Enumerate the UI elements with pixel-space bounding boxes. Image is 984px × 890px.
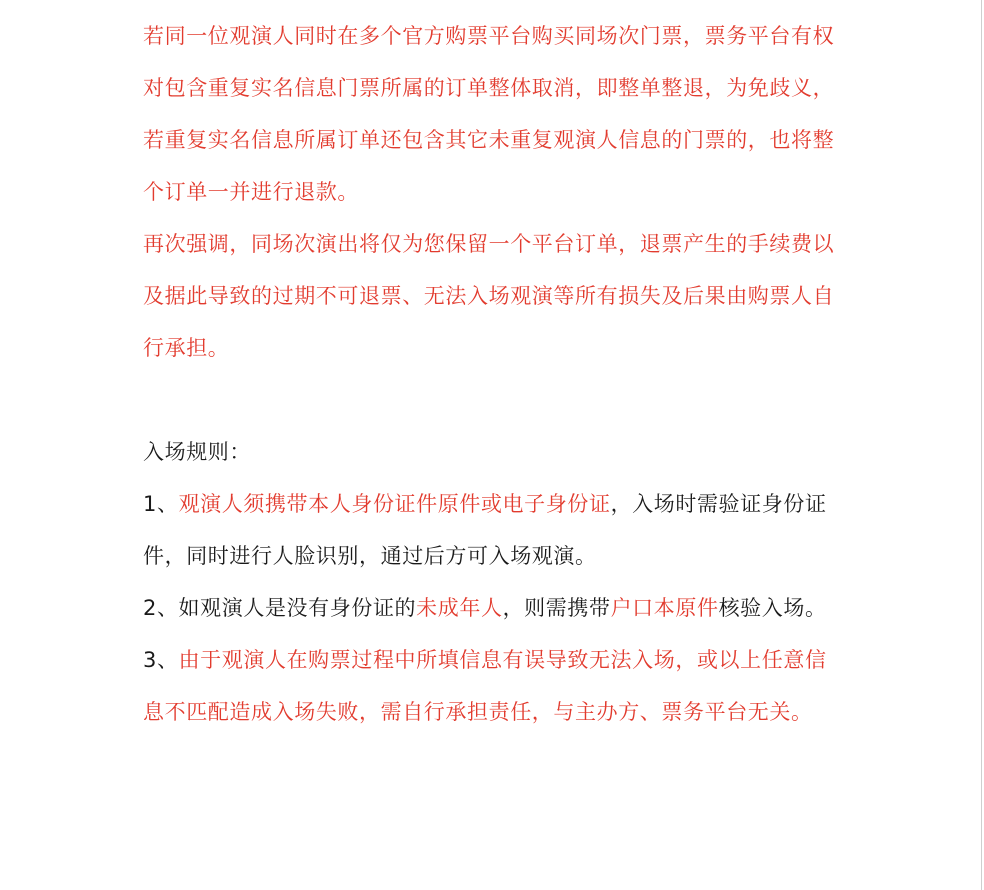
refund-fee-notice: 再次强调，同场次演出将仅为您保留一个平台订单，退票产生的手续费以及据此导致的过期不可退票、无法入场观演等所有损失及后果由购票人自行承担。 — [143, 232, 835, 360]
rule-1-text: ，入场时需验证身份证件，同时进行人脸识别，通过后方可入场观演。 — [143, 492, 827, 568]
rule-3-text: 由于观演人在购票过程中所填信息有误导致无法入场，或以上任意信息不匹配造成入场失败，需自行承担责任，与主办方、票务平台无关。 — [143, 648, 827, 724]
page-edge-divider — [981, 0, 982, 890]
entry-rule-3 — [143, 634, 843, 738]
document-body — [143, 10, 843, 738]
rule-1-number: 1、 — [143, 492, 179, 516]
duplicate-order-notice: 若同一位观演人同时在多个官方购票平台购买同场次门票，票务平台有权对包含重复实名信息门票所属的订单整体取消，即整单整退，为免歧义，若重复实名信息所属订单还包含其它未重复观演人信息的门票的，也将整个订单一并进行退款。 — [143, 24, 835, 204]
section-spacer — [143, 374, 843, 426]
rule-2-text-end: 核验入场。 — [718, 596, 827, 620]
entry-rule-1 — [143, 478, 843, 582]
rule-3-number: 3、 — [143, 648, 179, 672]
rule-2-document-highlight: 户口本原件 — [610, 596, 719, 620]
entry-rules-heading: 入场规则： — [143, 440, 251, 464]
rule-2-text-middle: ，则需携带 — [502, 596, 611, 620]
entry-rule-2 — [143, 582, 843, 634]
rule-1-highlight: 观演人须携带本人身份证件原件或电子身份证 — [178, 492, 611, 516]
rule-2-text-start: 2、如观演人是没有身份证的 — [143, 596, 417, 620]
rule-2-minor-highlight: 未成年人 — [416, 596, 503, 620]
